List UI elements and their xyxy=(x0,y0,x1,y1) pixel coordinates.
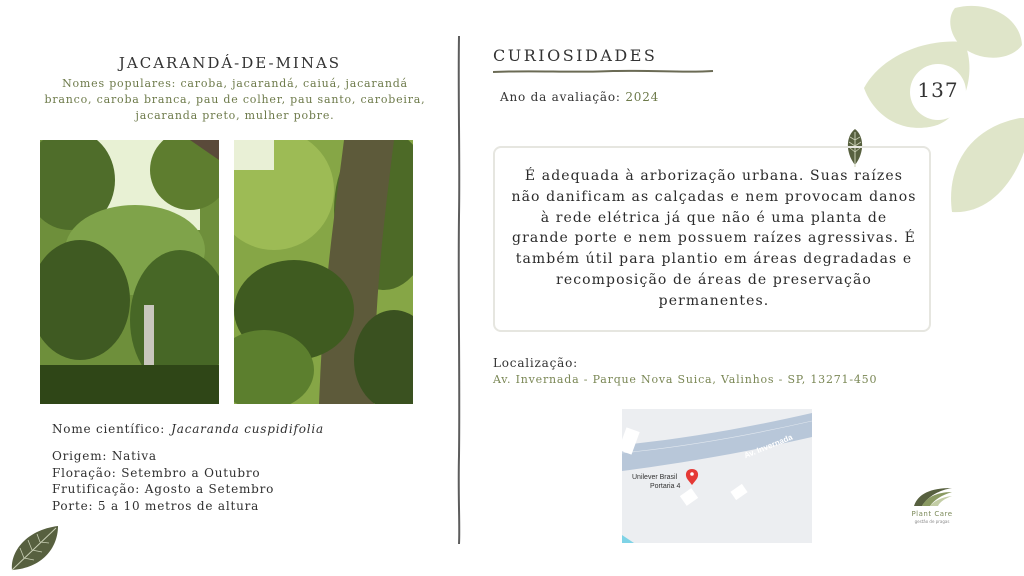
plant-care-logo-icon xyxy=(912,486,954,508)
species-details xyxy=(52,448,274,514)
evaluation-year-row xyxy=(500,90,659,104)
detail-size: Porte: 5 a 10 metros de altura xyxy=(52,498,260,513)
title-underline xyxy=(493,68,715,76)
curiosities-text: É adequada à arborização urbana. Suas raízes não danificam as calçadas e nem provocam danos à rede elétrica já que não é uma planta de grande porte e nem possuem raízes agressivas. É também útil para plantio em áreas degradadas e recomposição de áreas de preservação permanentes. xyxy=(511,168,917,309)
scientific-name-row xyxy=(52,422,324,436)
map-poi-line2: Portaria 4 xyxy=(650,483,681,490)
tree-photo-1 xyxy=(40,140,219,404)
detail-origin: Origem: Nativa xyxy=(52,449,157,463)
species-title: JACARANDÁ-DE-MINAS xyxy=(118,54,342,72)
popular-names: Nomes populares: caroba, jacarandá, caiuá, jacarandá branco, caroba branca, pau de colher, pau santo, carobeira, jacaranda preto, mulher pobre. xyxy=(44,77,426,122)
map-poi-line1: Unilever Brasil xyxy=(632,474,678,481)
tree-photo-2 xyxy=(234,140,413,404)
scientific-name-label: Nome científico: xyxy=(52,422,166,436)
location-label: Localização: xyxy=(493,356,578,370)
map-street-label: Av. Invernada xyxy=(742,432,794,461)
evaluation-year-label: Ano da avaliação: xyxy=(500,90,621,104)
location-address: Av. Invernada - Parque Nova Suica, Valinhos - SP, 13271-450 xyxy=(493,373,878,386)
page-number: 137 xyxy=(917,78,959,102)
detail-flowering: Floração: Setembro a Outubro xyxy=(52,465,261,480)
detail-fruiting: Frutificação: Agosto a Setembro xyxy=(52,482,275,496)
curiosities-title: CURIOSIDADES xyxy=(493,46,658,65)
location-map[interactable] xyxy=(622,409,812,543)
corner-leaf-icon xyxy=(6,522,62,574)
evaluation-year-value: 2024 xyxy=(625,90,660,104)
scientific-name: Jacaranda cuspidifolia xyxy=(171,422,324,436)
vertical-divider xyxy=(455,36,463,544)
brand-tagline: gestão de pragas xyxy=(914,519,950,524)
brand-name: Plant Care xyxy=(911,510,953,518)
